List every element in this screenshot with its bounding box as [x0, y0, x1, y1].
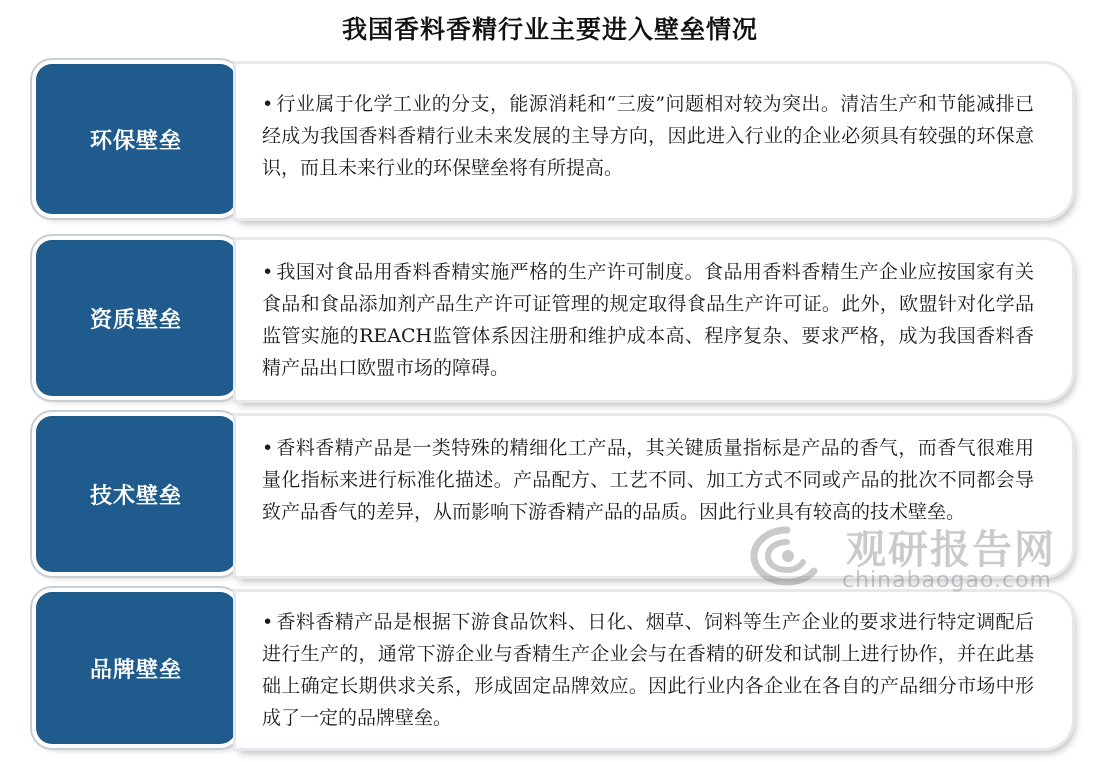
barrier-label-text: 技术壁垒 [89, 482, 182, 509]
barrier-label-technical [36, 416, 236, 572]
barrier-description-qualification [236, 240, 1072, 400]
bullet-icon: • [262, 611, 274, 633]
barrier-description-text: • 香料香精产品是一类特殊的精细化工产品，其关键质量指标是产品的香气，而香气很难用量化指标来进行标准化描述。产品配方、工艺不同、加工方式不同或产品的批次不同都会导致产品香气的差异，从而影响下游香精产品的品质。因此行业具有较高的技术壁垒。 [262, 432, 1034, 528]
barrier-label-text: 环保壁垒 [89, 127, 182, 154]
page-title: 我国香料香精行业主要进入壁垒情况 [341, 15, 758, 44]
watermark-url: chinabaogao.com [842, 568, 1052, 593]
barrier-label-environmental [36, 64, 236, 214]
barrier-row-technical [30, 416, 1080, 576]
barrier-description-technical [236, 416, 1072, 576]
barrier-label-text: 资质壁垒 [89, 306, 182, 333]
barrier-label-qualification [36, 240, 236, 396]
watermark-name: 观研报告网 [846, 527, 1056, 573]
barrier-row-brand [30, 592, 1080, 748]
bullet-icon: • [262, 93, 274, 115]
barrier-description-text: • 香料香精产品是根据下游食品饮料、日化、烟草、饲料等生产企业的要求进行特定调配后进行生产的，通常下游企业与香精生产企业会与在香精的研发和试制上进行协作，并在此基础上确定长期供求关系，形成固定品牌效应。因此行业内各企业在各自的产品细分市场中形成了一定的品牌壁垒。 [262, 606, 1034, 734]
barrier-label-brand [36, 592, 236, 744]
barrier-label-text: 品牌壁垒 [89, 656, 182, 683]
bullet-icon: • [262, 261, 274, 283]
barrier-row-qualification [30, 240, 1080, 400]
barrier-description-environmental [236, 64, 1072, 218]
barrier-description-brand [236, 592, 1072, 748]
barrier-description-text: • 我国对食品用香料香精实施严格的生产许可制度。食品用香料香精生产企业应按国家有关食品和食品添加剂产品生产许可证管理的规定取得食品生产许可证。此外，欧盟针对化学品监管实施的REACH监管体系因注册和维护成本高、程序复杂、要求严格，成为我国香料香精产品出口欧盟市场的障碍。 [262, 256, 1034, 384]
barrier-row-environmental [30, 64, 1080, 222]
barrier-description-text: • 行业属于化学工业的分支，能源消耗和“三废”问题相对较为突出。清洁生产和节能减排已经成为我国香料香精行业未来发展的主导方向，因此进入行业的企业必须具有较强的环保意识，而且未来行业的环保壁垒将有所提高。 [262, 88, 1034, 184]
bullet-icon: • [262, 437, 274, 459]
